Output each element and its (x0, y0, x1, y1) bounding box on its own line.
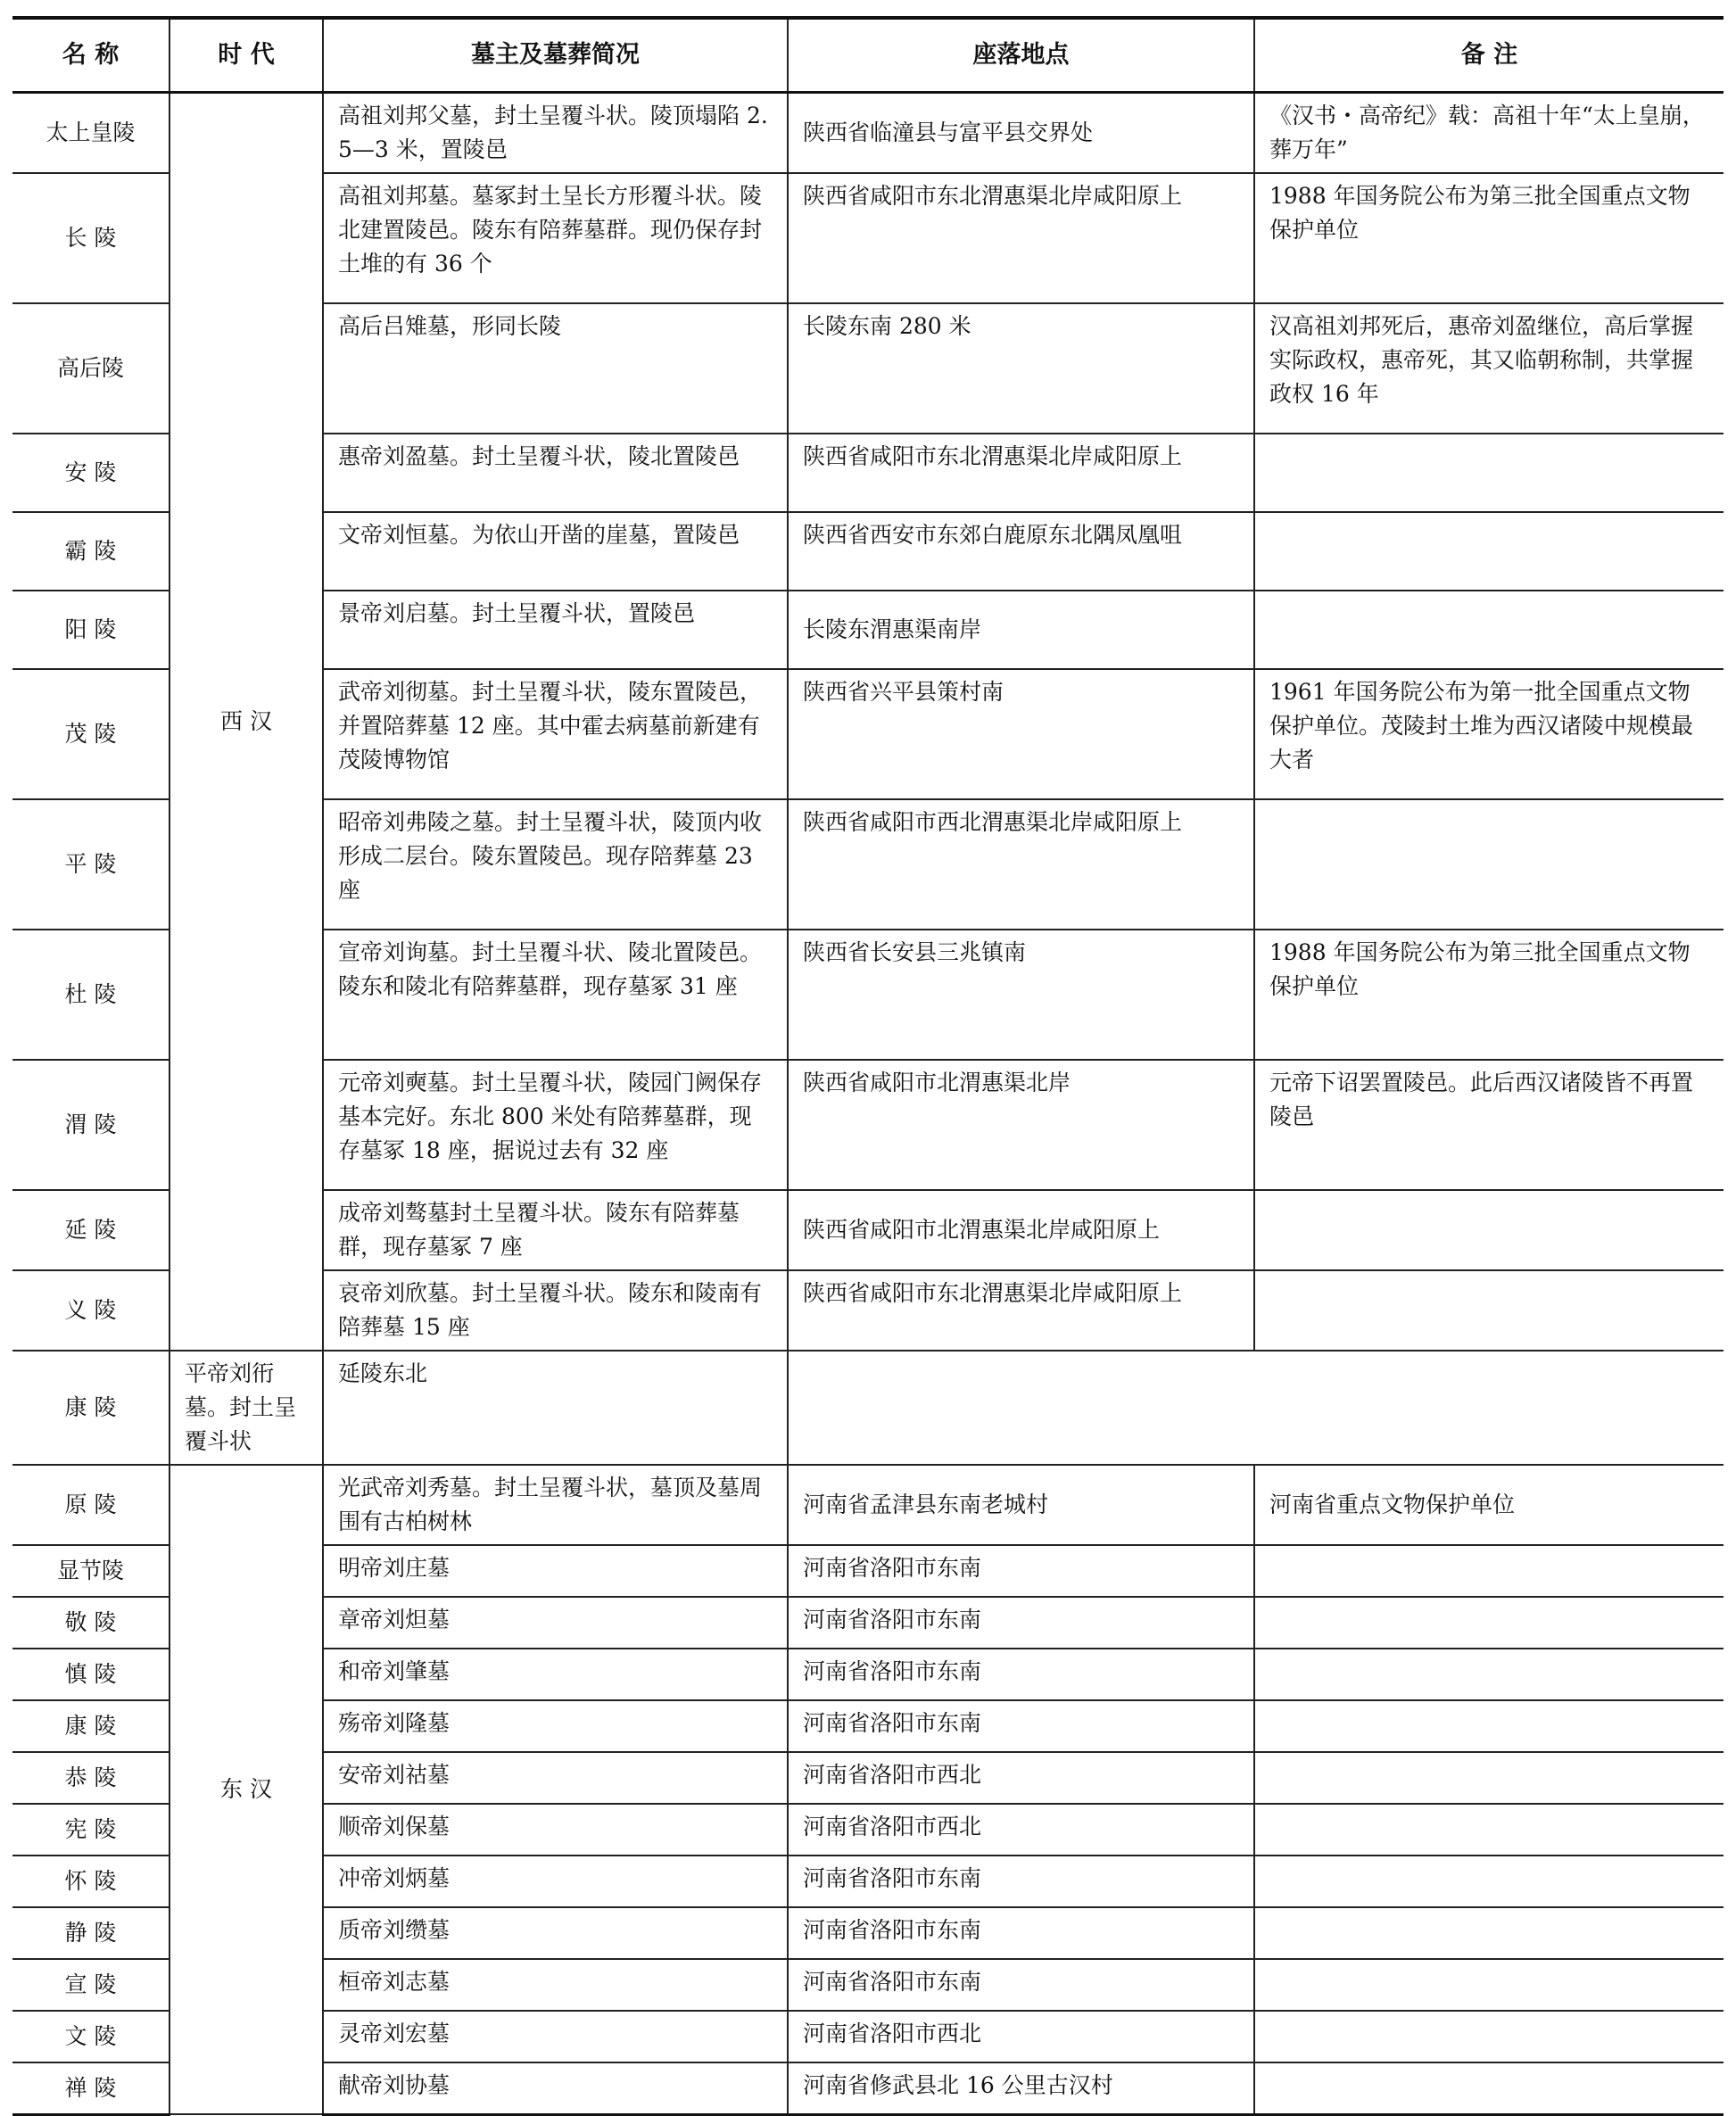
tomb-note (788, 1351, 1254, 1465)
tomb-desc: 冲帝刘炳墓 (323, 1856, 788, 1907)
tomb-location: 河南省孟津县东南老城村 (788, 1465, 1254, 1545)
tomb-location: 河南省洛阳市西北 (788, 1752, 1254, 1804)
tomb-name: 安 陵 (12, 434, 169, 512)
tomb-name: 原 陵 (12, 1465, 169, 1545)
tomb-name: 敬 陵 (12, 1597, 169, 1649)
tomb-location: 河南省洛阳市东南 (788, 1545, 1254, 1597)
header-row (12, 18, 1724, 93)
tomb-location: 河南省洛阳市东南 (788, 1597, 1254, 1649)
tomb-name: 宣 陵 (12, 1959, 169, 2011)
tomb-note (1254, 1804, 1724, 1856)
tomb-desc: 献帝刘协墓 (323, 2062, 788, 2114)
tomb-name: 义 陵 (12, 1270, 169, 1351)
tomb-note (1254, 1597, 1724, 1649)
table-row (12, 1465, 1724, 1545)
tomb-desc: 安帝刘祜墓 (323, 1752, 788, 1804)
tomb-note (1254, 591, 1724, 669)
tomb-desc: 殇帝刘隆墓 (323, 1700, 788, 1752)
tomb-location: 陕西省咸阳市西北渭惠渠北岸咸阳原上 (788, 799, 1254, 930)
tomb-desc: 高后吕雉墓，形同长陵 (323, 303, 788, 434)
tomb-location: 河南省洛阳市西北 (788, 1804, 1254, 1856)
col-header-note: 备 注 (1254, 18, 1724, 93)
era-eastern-han: 东 汉 (169, 1465, 323, 2114)
tomb-desc: 质帝刘缵墓 (323, 1907, 788, 1959)
tomb-desc: 顺帝刘保墓 (323, 1804, 788, 1856)
tomb-note (1254, 1959, 1724, 2011)
tomb-location: 河南省洛阳市东南 (788, 1649, 1254, 1700)
tomb-note (1254, 434, 1724, 512)
tomb-note (1254, 1649, 1724, 1700)
tomb-desc: 惠帝刘盈墓。封土呈覆斗状，陵北置陵邑 (323, 434, 788, 512)
tomb-note (1254, 1752, 1724, 1804)
tomb-desc: 高祖刘邦父墓，封土呈覆斗状。陵顶塌陷 2.5—3 米，置陵邑 (323, 93, 788, 174)
tomb-name: 静 陵 (12, 1907, 169, 1959)
tomb-location: 陕西省咸阳市东北渭惠渠北岸咸阳原上 (788, 1270, 1254, 1351)
tomb-desc: 成帝刘骜墓封土呈覆斗状。陵东有陪葬墓群，现存墓冢 7 座 (323, 1190, 788, 1270)
tomb-desc: 昭帝刘弗陵之墓。封土呈覆斗状，陵顶内收形成二层台。陵东置陵邑。现存陪葬墓 23 座 (323, 799, 788, 930)
tomb-location: 陕西省咸阳市东北渭惠渠北岸咸阳原上 (788, 434, 1254, 512)
tomb-location: 陕西省咸阳市北渭惠渠北岸咸阳原上 (788, 1190, 1254, 1270)
tomb-location: 陕西省咸阳市北渭惠渠北岸 (788, 1060, 1254, 1190)
tomb-location: 陕西省兴平县策村南 (788, 669, 1254, 799)
tomb-note: 1988 年国务院公布为第三批全国重点文物保护单位 (1254, 173, 1724, 303)
tomb-table (12, 16, 1724, 2116)
tomb-location: 延陵东北 (323, 1351, 788, 1465)
tomb-desc: 光武帝刘秀墓。封土呈覆斗状，墓顶及墓周围有古柏树林 (323, 1465, 788, 1545)
tomb-note: 元帝下诏罢置陵邑。此后西汉诸陵皆不再置陵邑 (1254, 1060, 1724, 1190)
tomb-location: 河南省修武县北 16 公里古汉村 (788, 2062, 1254, 2114)
tomb-desc: 宣帝刘询墓。封土呈覆斗状、陵北置陵邑。陵东和陵北有陪葬墓群，现存墓冢 31 座 (323, 930, 788, 1060)
tomb-location: 长陵东渭惠渠南岸 (788, 591, 1254, 669)
tomb-desc: 元帝刘奭墓。封土呈覆斗状，陵园门阙保存基本完好。东北 800 米处有陪葬墓群，现存墓冢 18 座，据说过去有 32 座 (323, 1060, 788, 1190)
col-header-name: 名 称 (12, 18, 169, 93)
col-header-era: 时 代 (169, 18, 323, 93)
tomb-note (1254, 2011, 1724, 2062)
tomb-desc: 哀帝刘欣墓。封土呈覆斗状。陵东和陵南有陪葬墓 15 座 (323, 1270, 788, 1351)
tomb-note: 1988 年国务院公布为第三批全国重点文物保护单位 (1254, 930, 1724, 1060)
tomb-location: 河南省洛阳市西北 (788, 2011, 1254, 2062)
tomb-location: 河南省洛阳市东南 (788, 1907, 1254, 1959)
tomb-note (1254, 1907, 1724, 1959)
tomb-name: 怀 陵 (12, 1856, 169, 1907)
tomb-note (1254, 1545, 1724, 1597)
col-header-desc: 墓主及墓葬简况 (323, 18, 788, 93)
tomb-desc: 武帝刘彻墓。封土呈覆斗状，陵东置陵邑，并置陪葬墓 12 座。其中霍去病墓前新建有茂陵博物馆 (323, 669, 788, 799)
era-western-han: 西 汉 (169, 93, 323, 1351)
tomb-name: 高后陵 (12, 303, 169, 434)
tomb-note: 《汉书・高帝纪》载：高祖十年“太上皇崩，葬万年” (1254, 93, 1724, 174)
tomb-desc: 高祖刘邦墓。墓冢封土呈长方形覆斗状。陵北建置陵邑。陵东有陪葬墓群。现仍保存封土堆的有 36 个 (323, 173, 788, 303)
tomb-desc: 章帝刘炟墓 (323, 1597, 788, 1649)
tomb-name: 霸 陵 (12, 512, 169, 591)
tomb-desc: 文帝刘恒墓。为依山开凿的崖墓，置陵邑 (323, 512, 788, 591)
tomb-note (1254, 1856, 1724, 1907)
tomb-desc: 和帝刘肇墓 (323, 1649, 788, 1700)
tomb-location: 河南省洛阳市东南 (788, 1700, 1254, 1752)
tomb-note (1254, 799, 1724, 930)
tomb-name: 显节陵 (12, 1545, 169, 1597)
tomb-note: 汉高祖刘邦死后，惠帝刘盈继位，高后掌握实际政权，惠帝死，其又临朝称制，共掌握政权 16 年 (1254, 303, 1724, 434)
tomb-location: 陕西省临潼县与富平县交界处 (788, 93, 1254, 174)
tomb-name: 宪 陵 (12, 1804, 169, 1856)
tomb-name: 渭 陵 (12, 1060, 169, 1190)
tomb-location: 陕西省咸阳市东北渭惠渠北岸咸阳原上 (788, 173, 1254, 303)
tomb-desc: 桓帝刘志墓 (323, 1959, 788, 2011)
tomb-name: 文 陵 (12, 2011, 169, 2062)
tomb-name: 康 陵 (12, 1700, 169, 1752)
tomb-name: 杜 陵 (12, 930, 169, 1060)
tomb-name: 阳 陵 (12, 591, 169, 669)
tomb-location: 长陵东南 280 米 (788, 303, 1254, 434)
col-header-location: 座落地点 (788, 18, 1254, 93)
tomb-location: 陕西省长安县三兆镇南 (788, 930, 1254, 1060)
tomb-desc: 灵帝刘宏墓 (323, 2011, 788, 2062)
tomb-name: 茂 陵 (12, 669, 169, 799)
tomb-note (1254, 1270, 1724, 1351)
tomb-location: 河南省洛阳市东南 (788, 1856, 1254, 1907)
tomb-location: 陕西省西安市东郊白鹿原东北隅凤凰咀 (788, 512, 1254, 591)
tomb-note (1254, 1190, 1724, 1270)
tomb-name: 太上皇陵 (12, 93, 169, 174)
tomb-note: 1961 年国务院公布为第一批全国重点文物保护单位。茂陵封土堆为西汉诸陵中规模最大者 (1254, 669, 1724, 799)
tomb-note (1254, 512, 1724, 591)
tomb-name: 长 陵 (12, 173, 169, 303)
tomb-note (1254, 2062, 1724, 2114)
table-row (12, 1351, 1724, 1465)
tomb-desc: 平帝刘衎墓。封土呈覆斗状 (169, 1351, 323, 1465)
tomb-location: 河南省洛阳市东南 (788, 1959, 1254, 2011)
tomb-name: 康 陵 (12, 1351, 169, 1465)
tomb-name: 平 陵 (12, 799, 169, 930)
tomb-name: 延 陵 (12, 1190, 169, 1270)
tomb-note: 河南省重点文物保护单位 (1254, 1465, 1724, 1545)
tomb-desc: 景帝刘启墓。封土呈覆斗状，置陵邑 (323, 591, 788, 669)
tomb-note (1254, 1700, 1724, 1752)
tomb-name: 恭 陵 (12, 1752, 169, 1804)
tomb-name: 慎 陵 (12, 1649, 169, 1700)
table-row (12, 93, 1724, 174)
tomb-name: 禅 陵 (12, 2062, 169, 2114)
tomb-desc: 明帝刘庄墓 (323, 1545, 788, 1597)
